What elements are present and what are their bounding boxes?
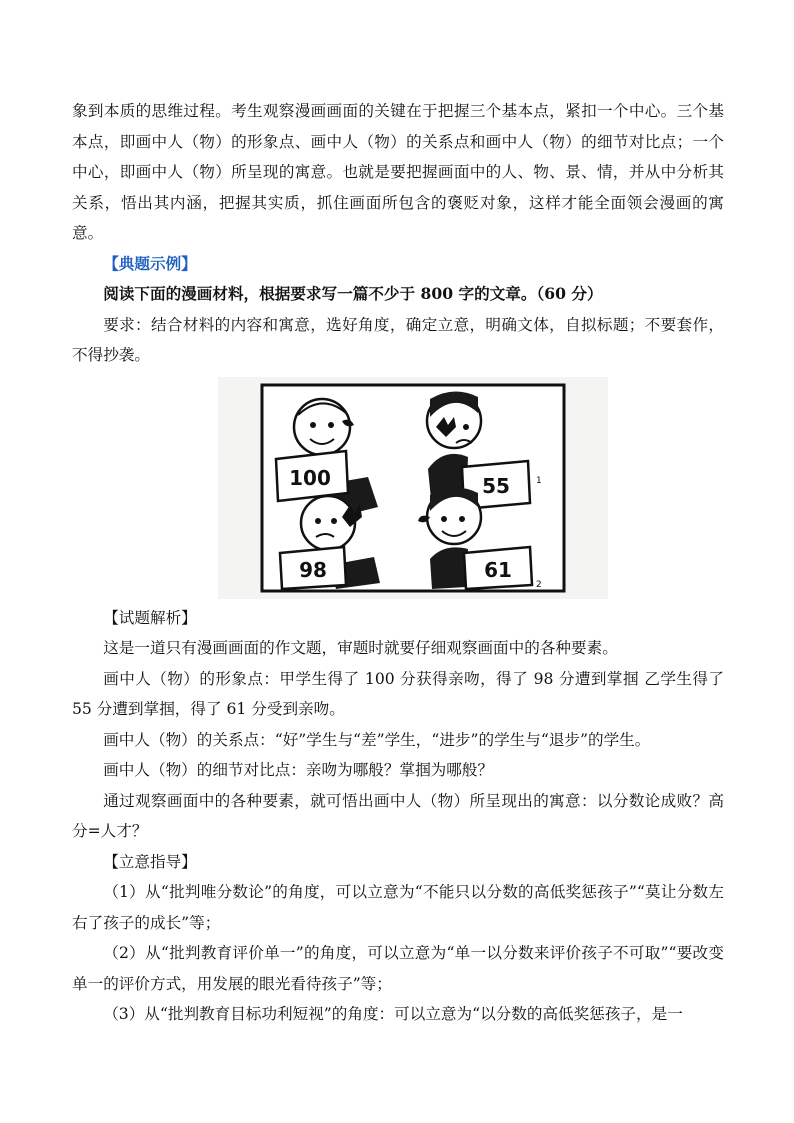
guide-heading: 【立意指导】: [103, 852, 197, 871]
analysis-line: 通过观察画面中的各种要素，就可悟出画中人（物）所呈现出的寓意：以分数论成败？高分=人才？: [72, 791, 724, 840]
analysis-line: 这是一道只有漫画画面的作文题，审题时就要仔细观察画面中的各种要素。: [103, 639, 618, 657]
requirement-text: 要求：结合材料的内容和寓意，选好角度，确定立意，明确文体，自拟标题；不要套作，不得抄袭。: [72, 315, 724, 364]
intro-paragraph: 象到本质的思维过程。考生观察漫画画面的关键在于把握三个基本点，紧扣一个中心。三个基本点，即画中人（物）的形象点、画中人（物）的关系点和画中人（物）的细节对比点；一个中心，即画中人（物）所呈现的寓意。也就是要把握画面中的人、物、景、情，并从中分析其关系，悟出其内涵，把握其实质，抓住画面所包含的褒贬对象，这样才能全面领会漫画的寓意。: [72, 102, 724, 242]
guide-item: （3）从“批判教育目标功利短视”的角度：可以立意为“以分数的高低奖惩孩子，是一: [103, 1005, 683, 1023]
score-55: 55: [482, 473, 510, 498]
panel-number-1: 1: [536, 475, 542, 486]
score-100: 100: [289, 465, 331, 490]
example-heading: 【典题示例】: [103, 253, 197, 273]
document-page: [72, 96, 724, 1030]
analysis-line: 画中人（物）的形象点：甲学生得了 100 分获得亲吻，得了 98 分遭到掌掴 乙学生得了 55 分遭到掌掴，得了 61 分受到亲吻。: [72, 669, 724, 718]
guide-item: （1）从“批判唯分数论”的角度，可以立意为“不能只以分数的高低奖惩孩子”“莫让分数左右了孩子的成长”等；: [72, 883, 724, 932]
analysis-heading: 【试题解析】: [103, 608, 197, 627]
comic-illustration: [218, 377, 608, 599]
comic-figure: [218, 377, 608, 599]
score-98: 98: [299, 557, 327, 582]
panel-number-2: 2: [536, 579, 542, 590]
analysis-line: 画中人（物）的细节对比点：亲吻为哪般？掌掴为哪般？: [103, 761, 494, 779]
score-61: 61: [484, 557, 512, 582]
guide-item: （2）从“批判教育评价单一”的角度，可以立意为“单一以分数来评价孩子不可取”“要改变单一的评价方式，用发展的眼光看待孩子”等；: [72, 944, 724, 993]
analysis-line: 画中人（物）的关系点：“好”学生与“差”学生，“进步”的学生与“退步”的学生。: [103, 730, 651, 749]
task-statement: 阅读下面的漫画材料，根据要求写一篇不少于 800 字的文章。（60 分）: [103, 284, 603, 303]
